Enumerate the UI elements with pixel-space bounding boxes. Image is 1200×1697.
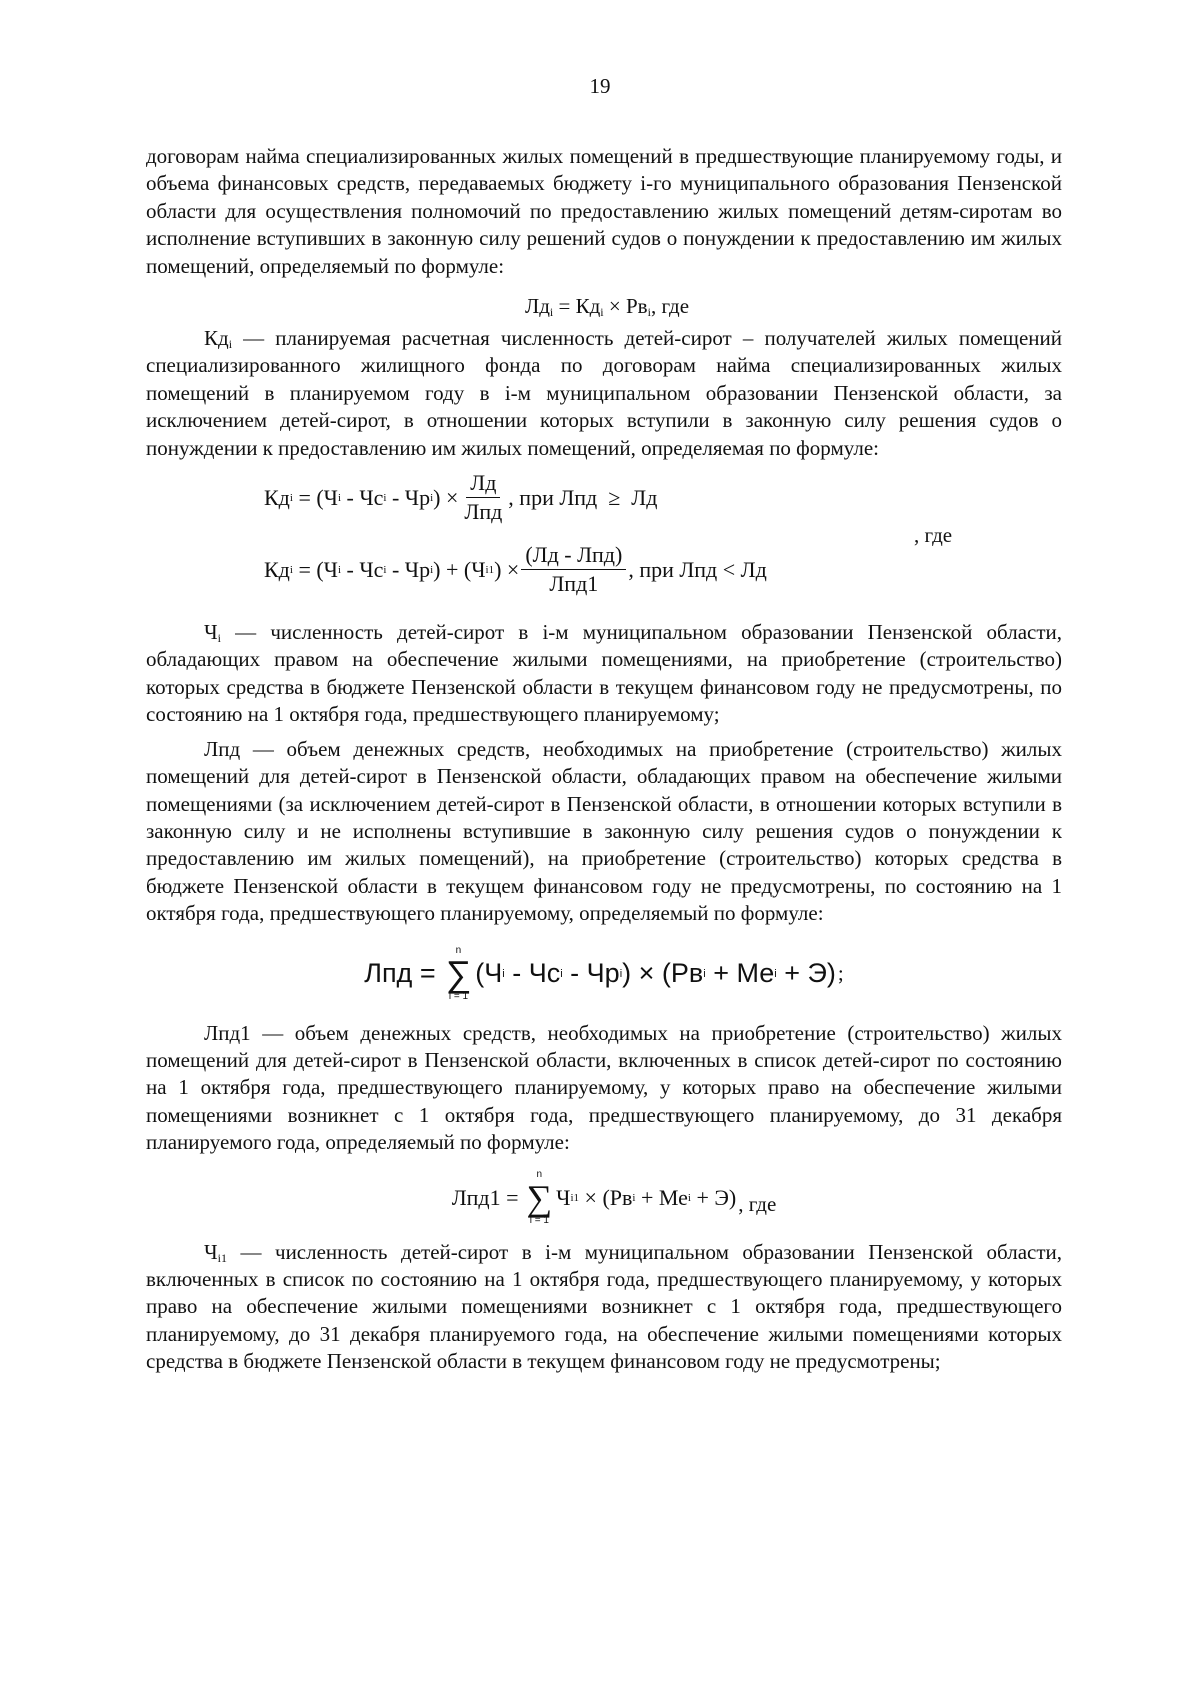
- paragraph-intro: договорам найма специализированных жилых помещений в предшествующие планируемому годы, и объема финансовых средств, передаваемых бюджету i-го муниципального образования Пензенской области для осуществления полномочий по предоставлению жилых помещений детям-сиротам во исполнение вступивших в законную силу решений судов о понуждении к предоставлению им жилых помещений, определяемый по формуле:: [146, 144, 1062, 278]
- formula-lpd-expr: ) × (Рв: [622, 958, 704, 989]
- sum-symbol: ∑: [445, 952, 472, 994]
- formula-ld-sub: i: [600, 305, 604, 320]
- formula-ld-times: × Рв: [603, 294, 648, 319]
- formula-lpd-expr: - Чр: [562, 958, 620, 989]
- formula-lpd-expr: - Чс: [504, 958, 561, 989]
- formula-kd-expr: - Чс: [341, 556, 384, 582]
- formula-kd-expr: - Чр: [386, 556, 431, 582]
- sum-upper-limit: n: [536, 1168, 543, 1180]
- formula-kd-row-1: Кд i = (Ч i - Чс i - Чр i ) × $\frac{Лд}{\text{Лпд}}$ , при Лпд ≥ Лд: [264, 470, 658, 525]
- formula-kd-fraction: [521, 543, 626, 596]
- formula-ld-sub: i: [549, 305, 554, 320]
- formula-lpd1: [146, 1157, 1062, 1239]
- sum-lower-limit: i = 1: [448, 990, 469, 1002]
- formula-lpd-expr: (Ч: [475, 958, 503, 989]
- formula-ld-mid: = Кд: [553, 294, 601, 319]
- formula-kd-expr: ) + (Ч: [433, 556, 486, 582]
- sum-lower-limit: i = 1: [529, 1214, 549, 1226]
- sum-upper-limit: n: [455, 944, 462, 956]
- document-body: [146, 143, 1062, 1376]
- formula-lpd-lhs: Лпд =: [364, 958, 436, 989]
- formula-kd-expr: = (Ч: [292, 484, 338, 510]
- definition-ch-sub: i: [217, 631, 221, 646]
- formula-kd-condition: , при Лпд ≥ Лд: [508, 484, 658, 510]
- definition-ch-text: — численность детей-сирот в i-м муниципальном образовании Пензенской области, обладающих правом на обеспечение жилыми помещениями, на приобретение (строительство) которых средства в бюджете Пензенской области в текущем финансовом году не предусмотрены, по состоянию на 1 октября года, предшествующего планируемому;: [146, 620, 1062, 727]
- definition-lpd1: Лпд1 — объем денежных средств, необходимых на приобретение (строительство) жилых помещений для детей-сирот в Пензенской области, включенных в список детей-сирот по состоянию на 1 октября года, предшествующего планируемому, у которых право на обеспечение жилыми помещениями возникнет с 1 октября года, предшествующего планируемому, до 31 декабря планируемого года, определяемый по формуле:: [146, 1020, 1062, 1155]
- definition-kd-term: Кд: [204, 326, 229, 351]
- formula-lpd1-expr: + Э): [690, 1184, 737, 1210]
- sum-icon: [526, 1169, 552, 1227]
- formula-kd-gde: , где: [914, 523, 953, 548]
- formula-lpd1-row: Лпд1 = n ∑ i = 1 Ч i1 × (Рв i + Ме i + Э) , где: [451, 1168, 777, 1226]
- formula-lpd-expr: + Ме: [705, 958, 775, 989]
- formula-lpd-row: Лпд = n ∑ i = 1 (Ч i - Чс i - Чр i ) × (Рв i + Ме i + Э) ;: [364, 944, 844, 1002]
- fraction-numerator: Лд: [466, 471, 500, 498]
- definition-ch1-term: Ч: [204, 1239, 218, 1264]
- formula-ld: [146, 287, 1062, 325]
- sum-icon: [446, 945, 472, 1003]
- formula-kd-expr: = (Ч: [292, 556, 338, 582]
- formula-lpd1-expr: + Ме: [635, 1184, 688, 1210]
- formula-kd-system: [146, 469, 1062, 619]
- definition-ch1-text: — численность детей-сирот в i-м муниципальном образовании Пензенской области, включенных в список по состоянию на 1 октября года, предшествующего планируемому, у которых право на обеспечение жилыми помещениями возникнет с 1 октября года, предшествующего планируемому, до 31 декабря планируемого года, на обеспечение жилыми помещениями которых средства в бюджете Пензенской области в текущем финансовом году не предусмотрены;: [146, 1239, 1062, 1374]
- formula-kd-expr: - Чс: [341, 484, 384, 510]
- formula-lpd1-lhs: Лпд1 =: [451, 1184, 519, 1210]
- formula-kd-row-2: Кд i = (Ч i - Чс i - Чр i ) + (Ч i1 ) × $\frac{\text{(Лд - Лпд)}}{\text{Лпд1}}$ , при Лпд < Лд: [264, 542, 767, 597]
- formula-kd-expr: - Чр: [386, 484, 431, 510]
- sum-symbol: ∑: [526, 1177, 553, 1218]
- formula-ld-tail: , где: [650, 294, 690, 319]
- formula-lpd: [146, 928, 1062, 1020]
- fraction-denominator: Лпд: [464, 499, 503, 525]
- formula-lpd1-expr: × (Рв: [579, 1184, 633, 1210]
- formula-kd-expr: ) ×: [494, 556, 520, 582]
- formula-ld-lhs: Лд: [524, 294, 550, 319]
- formula-ld-sub: i: [647, 305, 651, 320]
- formula-kd-symbol: Кд: [264, 484, 290, 510]
- fraction-denominator: Лпд1: [549, 571, 599, 597]
- fraction-numerator: (Лд - Лпд): [521, 543, 626, 570]
- definition-ch1: [146, 1239, 1062, 1376]
- definition-ch-term: Ч: [204, 620, 218, 645]
- formula-lpd1-expr: Ч: [556, 1184, 571, 1210]
- formula-kd-expr: ) ×: [433, 484, 459, 510]
- definition-kd-sub: i: [228, 337, 233, 352]
- definition-kd-text: — планируемая расчетная численность детей-сирот – получателей жилых помещений специализированного жилищного фонда по договорам найма специализированных жилых помещений в планируемом году в i-м муниципальном образовании Пензенской области, за исключением детей-сирот, в отношении которых вступили в законную силу решения судов о понуждении к предоставлению им жилых помещений, определяемая по формуле:: [146, 326, 1062, 460]
- formula-lpd1-tail: , где: [738, 1191, 777, 1216]
- page-number: 19: [589, 74, 611, 98]
- definition-ch: [146, 619, 1062, 729]
- definition-kd: [146, 325, 1062, 462]
- formula-kd-symbol: Кд: [264, 556, 290, 582]
- formula-kd-condition: , при Лпд < Лд: [628, 556, 767, 582]
- formula-kd-fraction: [460, 471, 506, 524]
- formula-lpd-end: ;: [837, 961, 844, 986]
- definition-lpd: Лпд — объем денежных средств, необходимых на приобретение (строительство) жилых помещений для детей-сирот в Пензенской области, обладающих правом на обеспечение жилыми помещениями (за исключением детей-сирот в Пензенской области, в отношении которых вступили в законную силу и не исполнены вступившие в законную силу решения судов о понуждении к предоставлению им жилых помещений), на приобретение (строительство) которых средства в бюджете Пензенской области в текущем финансовом году не предусмотрены, по состоянию на 1 октября года, предшествующего планируемому, определяемый по формуле:: [146, 736, 1062, 926]
- definition-ch1-sub: i1: [217, 1250, 227, 1265]
- formula-lpd-expr: + Э): [776, 958, 836, 989]
